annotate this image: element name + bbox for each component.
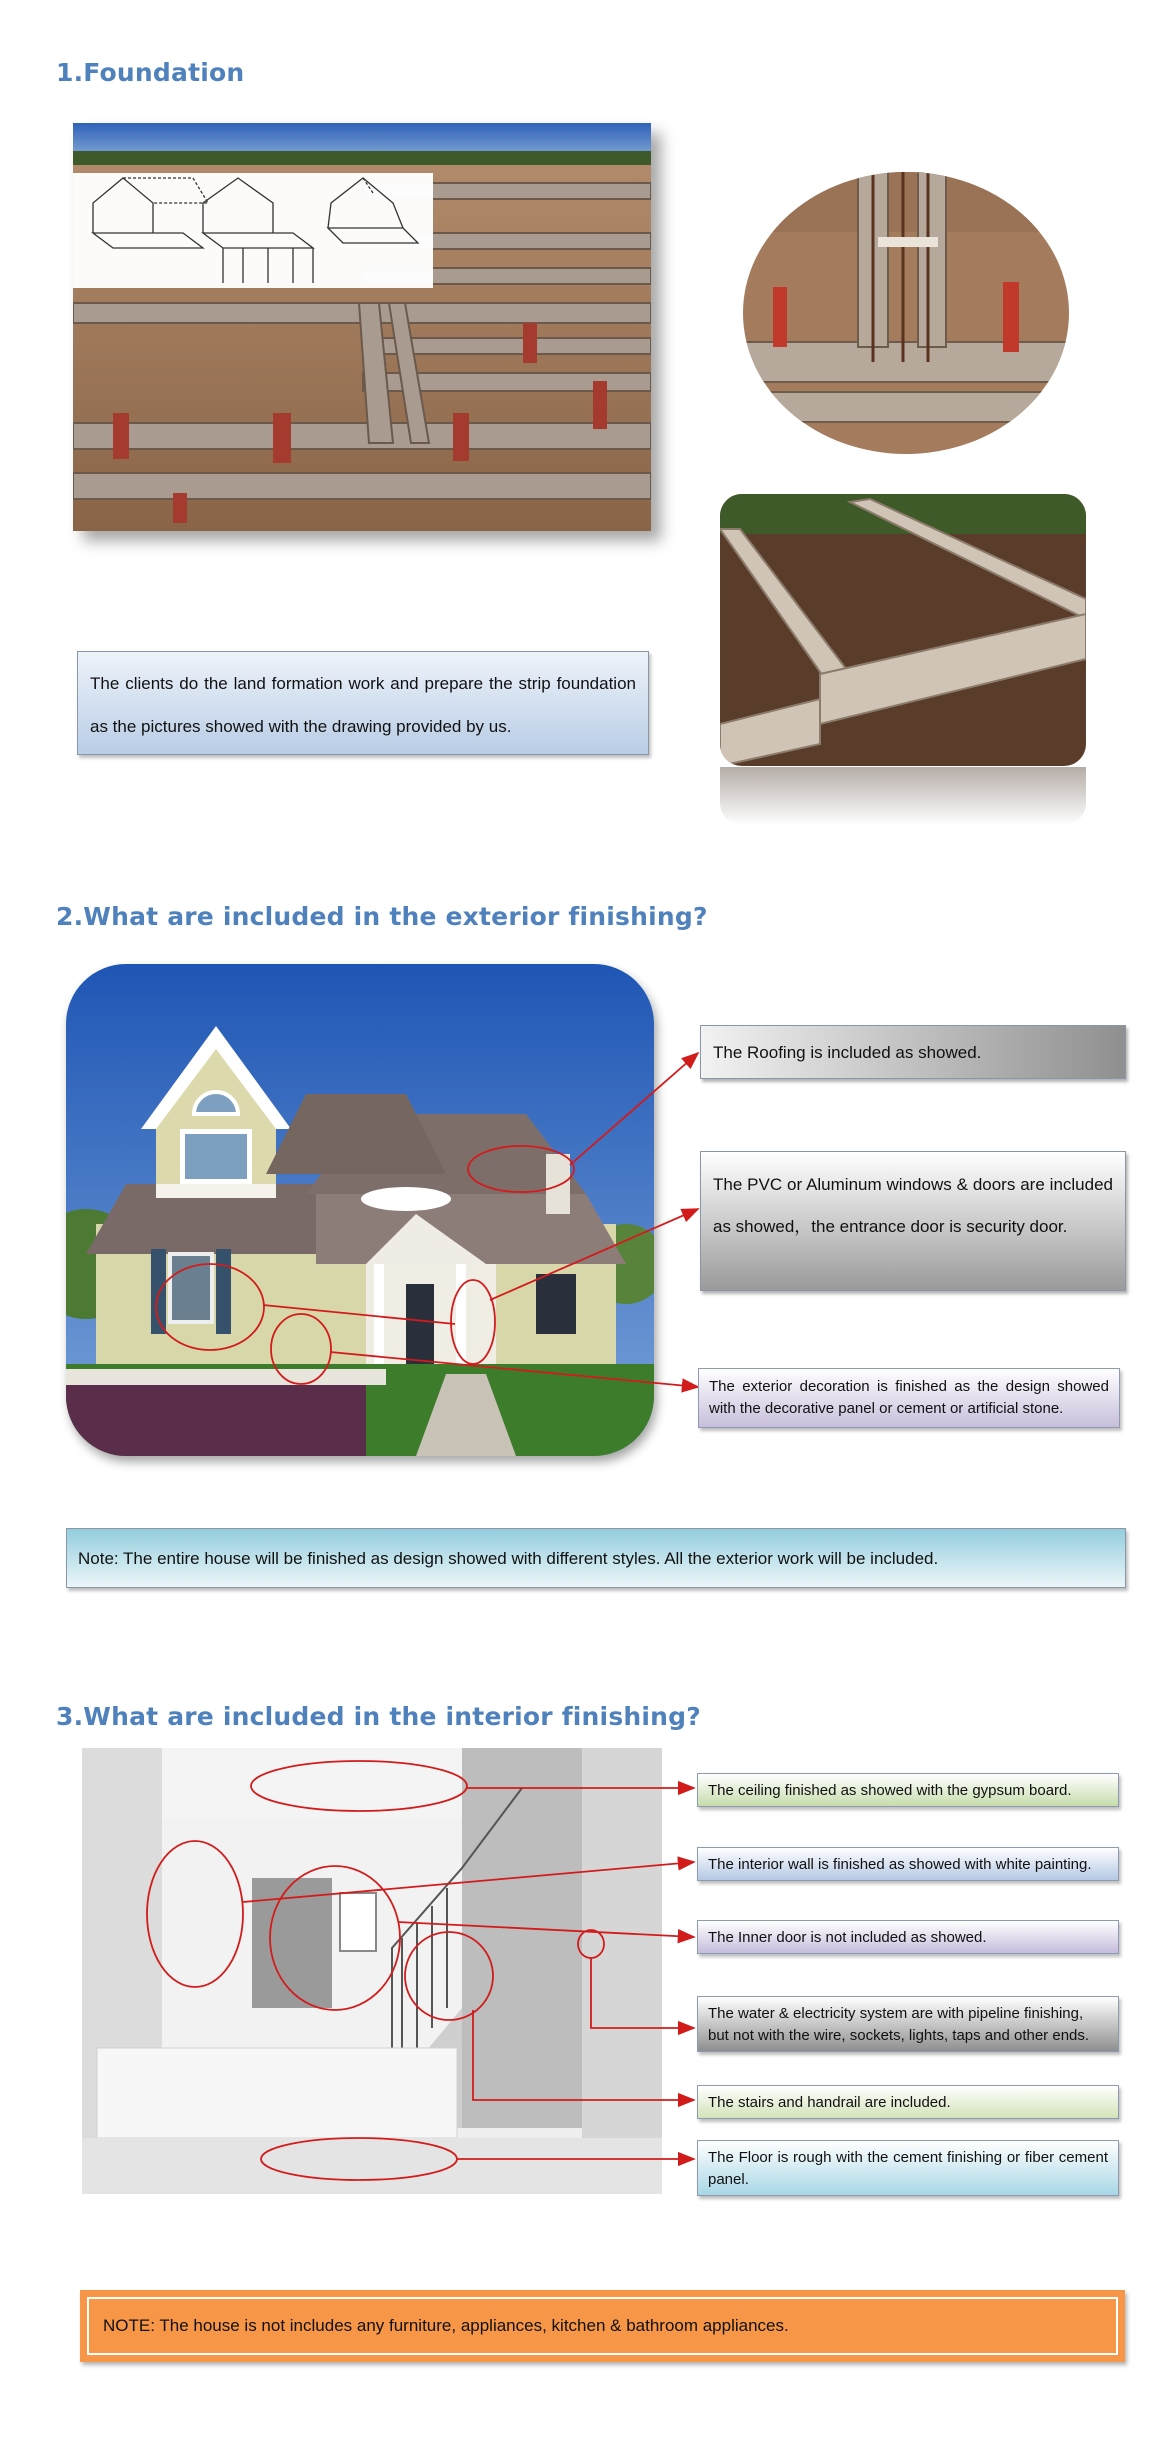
inner-door-callout: The Inner door is not included as showed.	[697, 1920, 1119, 1954]
stairs-callout: The stairs and handrail are included.	[697, 2085, 1119, 2119]
footer-note-text: NOTE: The house is not includes any furniture, appliances, kitchen & bathroom appliances.	[103, 2316, 789, 2335]
foundation-description-box: The clients do the land formation work and prepare the strip foundation as the pictures showed with the drawing provided by us.	[77, 651, 649, 755]
footer-note-inner	[87, 2297, 1118, 2355]
footer-note-frame	[80, 2290, 1125, 2362]
section-foundation-heading: 1.Foundation	[56, 58, 245, 87]
exterior-decoration-callout: The exterior decoration is finished as the design showed with the decorative panel or cement or artificial stone.	[698, 1368, 1120, 1428]
house-exterior-photo	[66, 964, 654, 1456]
interior-room-photo	[82, 1748, 662, 2194]
foundation-strip-photo-reflection	[720, 767, 1086, 825]
water-electricity-callout: The water & electricity system are with pipeline finishing, but not with the wire, sockets, lights, taps and other ends.	[697, 1996, 1119, 2052]
ceiling-callout: The ceiling finished as showed with the gypsum board.	[697, 1773, 1119, 1807]
roofing-callout: The Roofing is included as showed.	[700, 1025, 1126, 1079]
foundation-site-photo	[73, 123, 651, 531]
foundation-closeup-oval-photo	[743, 172, 1069, 454]
windows-doors-callout: The PVC or Aluminum windows & doors are included as showed，the entrance door is security door.	[700, 1151, 1126, 1291]
exterior-note-box: Note: The entire house will be finished as design showed with different styles. All the exterior work will be included.	[66, 1528, 1126, 1588]
interior-wall-callout: The interior wall is finished as showed with white painting.	[697, 1847, 1119, 1881]
section-interior-heading: 3.What are included in the interior finishing?	[56, 1702, 701, 1731]
floor-callout: The Floor is rough with the cement finishing or fiber cement panel.	[697, 2140, 1119, 2196]
foundation-strip-photo	[720, 494, 1086, 766]
section-exterior-heading: 2.What are included in the exterior finishing?	[56, 902, 708, 931]
